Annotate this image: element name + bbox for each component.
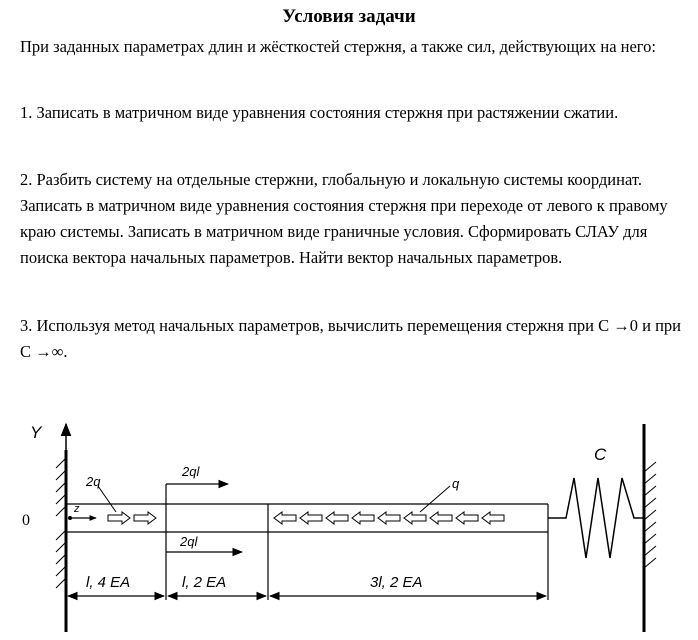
segment-2-label: l, 2 EA (182, 574, 227, 591)
spring-label: C (594, 445, 607, 464)
load-q-arrows (274, 512, 504, 524)
force-bottom-label: 2ql (180, 534, 198, 549)
z-label: z (74, 503, 80, 515)
segment-1-label: l, 4 EA (86, 574, 131, 591)
beam (66, 484, 548, 600)
origin-label: 0 (22, 512, 30, 529)
page-title: Условия задачи (282, 6, 416, 27)
left-wall (56, 450, 66, 632)
task-3: 3. Используя метод начальных параметров, вычислить перемещения стержня при C →0 и при C →∞. (20, 316, 681, 361)
task-1: 1. Записать в матричном виде уравнения состояния стержня при растяжении сжатии. (20, 103, 619, 122)
task-2: 2. Разбить систему на отдельные стержни, глобальную и локальную системы координат. Записать в матричном виде уравнения состояния стержня при переходе от левого к правому краю системы. Записать в матричном виде граничные условия. Сформировать СЛАУ для поиска вектора начальных параметров. Найти вектор начальных параметров. (20, 170, 668, 267)
spring (548, 478, 644, 558)
y-axis-label: Y (30, 423, 42, 442)
force-top-label: 2ql (182, 464, 200, 479)
load-2q-arrows (108, 512, 156, 524)
segment-3-label: 3l, 2 EA (370, 574, 423, 591)
intro-text: При заданных параметрах длин и жёсткостей стержня, а также сил, действующих на него: (20, 37, 656, 56)
load-2q-label: 2q (86, 474, 101, 489)
load-q-label: q (452, 476, 460, 491)
right-wall (644, 424, 656, 632)
